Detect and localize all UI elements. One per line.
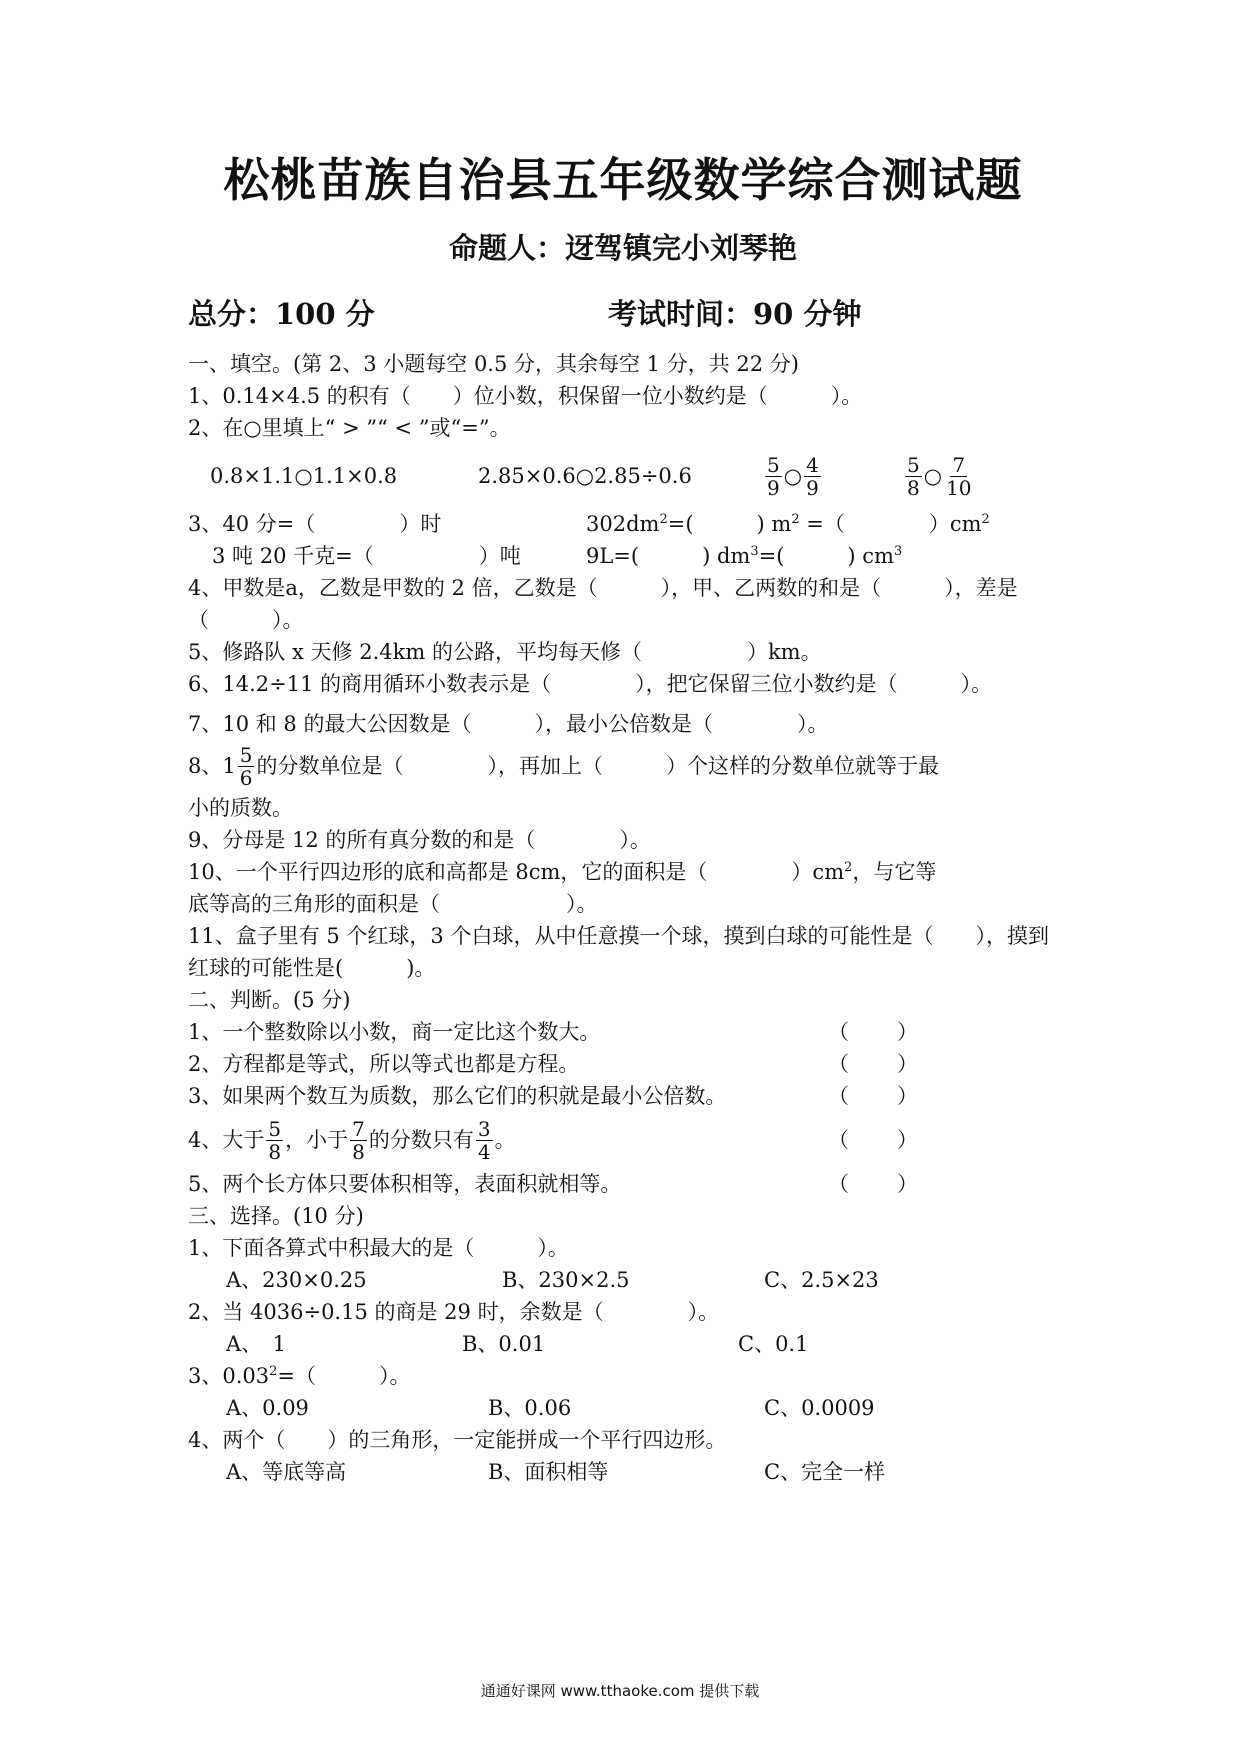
footer-credit: 通通好课网 www.tthaoke.com 提供下载 [480, 1682, 760, 1700]
question-1-1: 1、0.14×4.5 的积有（ ）位小数，积保留一位小数约是（ ）。 [188, 384, 863, 408]
option-b: B、230×2.5 [502, 1268, 630, 1292]
compare-circle: ○ [783, 464, 803, 488]
author-line: 命题人：迓驾镇完小刘琴艳 [448, 231, 797, 265]
section1-heading: 一、填空。(第 2、3 小题每空 0.5 分，其余每空 1 分，共 22 分) [188, 352, 799, 376]
option-a: A、 1 [226, 1332, 287, 1356]
judge-4: 4、大于 $\frac{5}{8}$ ，小于 $\frac{7}{8}$ 的分数只有 $\frac{3}{4}$ 。 （ ） [188, 1116, 918, 1164]
question-1-4: 4、甲数是a，乙数是甲数的 2 倍，乙数是（ ），甲、乙两数的和是（ ），差是（ ）。 [188, 576, 1018, 632]
option-b: B、0.06 [488, 1396, 572, 1420]
question-1-9: 9、分母是 12 的所有真分数的和是（ ）。 [188, 828, 651, 852]
compare-circle: ○ [923, 464, 943, 488]
option-a: A、等底等高 [226, 1460, 347, 1484]
option-a: A、0.09 [226, 1396, 309, 1420]
choice-4-options [188, 1456, 1058, 1488]
question-1-3a: 3、40 分=（ ）时 $302dm^2=$( ) $m^2$ =（ ）$cm^2$ [188, 512, 990, 536]
fraction: $\frac{5}{8}$ [268, 1116, 282, 1164]
section2-heading: 二、判断。(5 分) [188, 988, 351, 1012]
question-1-5: 5、修路队 x 天修 2.4km 的公路，平均每天修（ ）km。 [188, 640, 822, 664]
fraction: $\frac{3}{4}$ [477, 1116, 491, 1164]
compare-d [903, 454, 976, 499]
option-c: C、2.5×23 [764, 1268, 879, 1292]
total-score: 总分：100 分 [188, 297, 375, 331]
choice-4: 4、两个（ ）的三角形，一定能拼成一个平行四边形。 [188, 1428, 727, 1452]
choice-1-options [188, 1264, 1058, 1296]
answer-paren: （ ） [828, 1052, 918, 1076]
choice-1: 1、下面各算式中积最大的是（ ）。 [188, 1236, 569, 1260]
judge-2: 2、方程都是等式，所以等式也都是方程。 （ ） [188, 1048, 1058, 1080]
choice-2: 2、当 4036÷0.15 的商是 29 时，余数是（ ）。 [188, 1300, 720, 1324]
exam-meta [188, 294, 1058, 334]
fraction: $\frac{4}{9}$ [806, 452, 819, 500]
question-1-6: 6、14.2÷11 的商用循环小数表示是（ ），把它保留三位小数约是（ ）。 [188, 672, 993, 696]
question-1-7: 7、10 和 8 的最大公因数是（ ），最小公倍数是（ ）。 [188, 712, 829, 736]
exam-page [188, 150, 1058, 1488]
judge-5: 5、两个长方体只要体积相等，表面积就相等。 （ ） [188, 1168, 1058, 1200]
question-1-10: 10、一个平行四边形的底和高都是 8cm，它的面积是（ ）$cm^2$，与它等 [188, 860, 937, 884]
question-1-11: 11、盒子里有 5 个红球，3 个白球，从中任意摸一个球，摸到白球的可能性是（ ），摸到红球的可能性是( )。 [188, 924, 1049, 980]
answer-paren: （ ） [828, 1020, 918, 1044]
question-1-8: 8、1 $\frac{5}{6}$ 的分数单位是（ ），再加上（ ）个这样的分数单位就等于最 [188, 742, 939, 790]
answer-paren: （ ） [828, 1172, 918, 1196]
choice-2-options [188, 1328, 1058, 1360]
option-c: C、0.1 [738, 1332, 809, 1356]
page-title: 松桃苗族自治县五年级数学综合测试题 [223, 153, 1023, 207]
question-1-8-cont: 小的质数。 [188, 796, 293, 820]
fraction: $\frac{7}{10}$ [946, 452, 972, 500]
answer-paren: （ ） [828, 1128, 918, 1152]
compare-c [763, 454, 903, 499]
option-b: B、面积相等 [488, 1460, 609, 1484]
choice-3-options [188, 1392, 1058, 1424]
fraction: $\frac{5}{8}$ [907, 452, 920, 500]
section3-heading: 三、选择。(10 分) [188, 1204, 364, 1228]
compare-b: 2.85×0.6○2.85÷0.6 [478, 464, 692, 488]
choice-3: 3、$0.03^2=$（ ）。 [188, 1364, 411, 1388]
option-b: B、0.01 [462, 1332, 546, 1356]
fraction: $\frac{7}{8}$ [352, 1116, 365, 1164]
question-1-3b: 3 吨 20 千克=（ ）吨 9L=( ) $dm^3=$( ) $cm^3$ [212, 544, 903, 568]
fraction: $\frac{5}{6}$ [239, 742, 253, 790]
compare-row [188, 444, 1058, 508]
option-a: A、230×0.25 [226, 1268, 367, 1292]
judge-3: 3、如果两个数互为质数，那么它们的积就是最小公倍数。 （ ） [188, 1080, 1058, 1112]
fraction: $\frac{5}{9}$ [767, 452, 780, 500]
option-c: C、完全一样 [764, 1460, 886, 1484]
option-c: C、0.0009 [764, 1396, 875, 1420]
question-1-2: 2、在○里填上“ > ”“ < ”或“=”。 [188, 416, 511, 440]
judge-1: 1、一个整数除以小数，商一定比这个数大。 （ ） [188, 1016, 1058, 1048]
question-1-10-cont: 底等高的三角形的面积是（ ）。 [188, 892, 598, 916]
compare-a: 0.8×1.1○1.1×0.8 [210, 464, 398, 488]
answer-paren: （ ） [828, 1084, 918, 1108]
exam-time: 考试时间：90 分钟 [608, 297, 862, 331]
